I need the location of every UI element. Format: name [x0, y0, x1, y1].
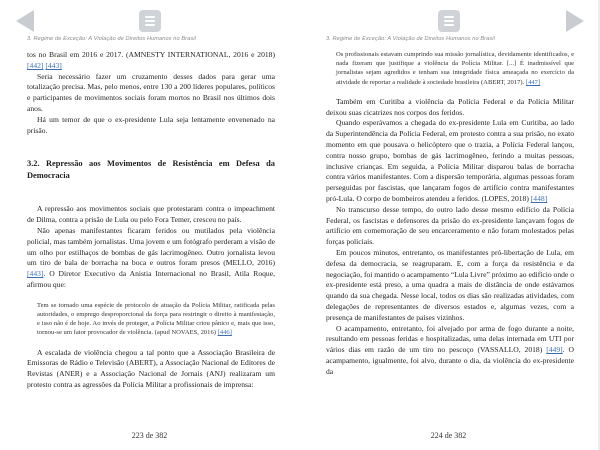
citation-link[interactable]: [443] [45, 60, 62, 70]
paragraph-text: Não apenas manifestantes ficaram feridos ou mutilados pela violência policial, mas também jornalistas. Uma jovem e um fotógrafo perderam a visão de um olho por estilhaços de bombas de gás lacrimogêneo. Outro jornalista levou um tiro de bala de borracha na boca e outros foram presos (MELLO, 2016) [27, 225, 275, 268]
paragraph: No transcurso desse tempo, do outro lado desse mesmo edifício da Polícia Federal, os fascistas e defensores da prisão do ex-presidente lançavam fogos de artifício em comemoração de seu encarceramento e não foram molestados pelas forças policiais. [326, 204, 574, 247]
paragraph-text: . O Diretor Executivo da Anistia Internacional no Brasil, Atila Roque, afirmou que: [27, 269, 275, 289]
right-page [299, 0, 598, 450]
paragraph: Também em Curitiba a violência da Polícia Federal e da Polícia Militar deixou suas cicatrizes nos corpos dos feridos. [326, 96, 574, 117]
citation-link[interactable]: [446] [217, 329, 232, 337]
paragraph: A repressão aos movimentos sociais que protestaram contra o impeachment de Dilma, contra a prisão de Lula ou pelo Fora Temer, cresceu no país. [27, 204, 275, 225]
page-number: 224 de 382 [430, 431, 467, 440]
paragraph: Há um temor de que o ex-presidente Lula seja lentamente envenenado na prisão. [27, 114, 275, 135]
paragraph [326, 324, 574, 378]
quote-text: Os profissionais estavam cumprindo sua missão jornalística, devidamente identificados, e nada fizeram que justifique a violência da Polícia Militar. [...] É inadmissível que jornalistas sejam agredidos e tenham sua integridade física ameaçada no exercício da atividade de reportar a realidade à sociedade brasileira (ABERT, 2017). [336, 51, 574, 86]
paragraph [27, 226, 275, 291]
quote-text: Tem se tornado uma espécie de protocolo de atuação da Polícia Militar, ratificada pelas autoridades, o emprego desproporcional da força para restringir o direito à manifestação, e isso não é de hoje. Ao invés de proteger, a Polícia Militar criou pânico e, mais que isso, tornou-se um fator provocador de violência. (apud NOVAES, 2016) [37, 301, 275, 337]
paragraph [27, 50, 275, 72]
next-page-button[interactable] [564, 8, 586, 34]
chevron-right-icon [564, 8, 586, 34]
block-quote [336, 50, 574, 87]
previous-page-button[interactable] [14, 8, 36, 34]
menu-button[interactable] [438, 10, 460, 32]
running-head: 3. Regime de Exceção: A Violação de Direitos Humanos no Brasil [326, 36, 495, 42]
paragraph-text: Quando esperávamos a chegada do ex-presidente Lula em Curitiba, ao lado da Superintendência da Polícia Federal, em protesto contra a sua prisão, no exato momento em que pousava o helicóptero que o trazia, a Polícia Federal lançou, contra nosso grupo, bombas de gás lacrimogêneo, ferindo a muitas pessoas, inclusive crianças. Em seguida, a Polícia Militar disparou balas de borracha contra vários manifestantes. Com a dispersão temporária, algumas pessoas foram perseguidas por fascistas, que lançaram fogos de artifício contra manifestantes pró-Lula. O corpo de bombeiros atendeu a feridos. (LOPES, 2018) [326, 118, 574, 203]
paragraph: Em poucos minutos, entretanto, os manifestantes pró-libertação de Lula, em defesa da democracia, se reagruparam. E, com a força da resistência e da negociação, foi mantido o acampamento “Lula Livre” próximo ao edifício onde o ex-presidente está preso, a uma quadra a mais de distância de onde estávamos quando da sua chegada. Nesse local, todos os dias são realizadas atividades, com delegações de representantes de diversos estados e, algumas vezes, com a presença de manifestantes de países vizinhos. [326, 247, 574, 322]
citation-link[interactable]: [447] [525, 78, 541, 86]
paragraph: A escalada de violência chegou a tal ponto que a Associação Brasileira de Emissoras de Rádio e Televisão (ABERT), a Associação Nacional de Editores de Revistas (ANER) e a Associação Nacional de Jornais (ANJ) realizaram um protesto contra as agressões da Polícia Militar a profissionais de imprensa: [27, 347, 275, 389]
chevron-left-icon [14, 8, 36, 34]
block-quote [37, 301, 275, 338]
left-page-content [27, 50, 275, 391]
citation-link[interactable]: [449] [546, 345, 563, 355]
paragraph: Seria necessário fazer um cruzamento desses dados para gerar uma totalização precisa. Mas, pelo menos, entre 130 a 200 líderes populares, políticos e participantes de movimentos sociais foram mortos no Brasil nos últimos dois anos. [27, 71, 275, 113]
paragraph [326, 118, 574, 204]
citation-link[interactable]: [448] [530, 193, 548, 203]
menu-button[interactable] [139, 10, 161, 32]
right-page-content [326, 50, 574, 378]
running-head: 3. Regime de Exceção: A Violação de Direitos Humanos no Brasil [27, 36, 196, 42]
citation-link[interactable]: [443] [27, 269, 44, 279]
section-heading: 3.2. Repressão aos Movimentos de Resistência em Defesa da Democracia [27, 159, 275, 181]
page-number: 223 de 382 [131, 431, 168, 440]
paragraph-text: tos no Brasil em 2016 e 2017. (AMNESTY INTERNATIONAL, 2016 e 2018) [27, 50, 275, 59]
left-page [0, 0, 299, 450]
paragraph-text: O acampamento, entretanto, foi alvejado por arma de fogo durante a noite, resultando em pessoas feridas e hospitalizadas, uma delas internada em UTI por vários dias em razão de um tiro no pescoço (VASSALLO, 2018) [326, 323, 574, 355]
paragraph-text: . O acampamento, igualmente, foi alvo, durante o dia, da violência do ex-presidente da [326, 345, 575, 376]
citation-link[interactable]: [442] [27, 60, 44, 70]
